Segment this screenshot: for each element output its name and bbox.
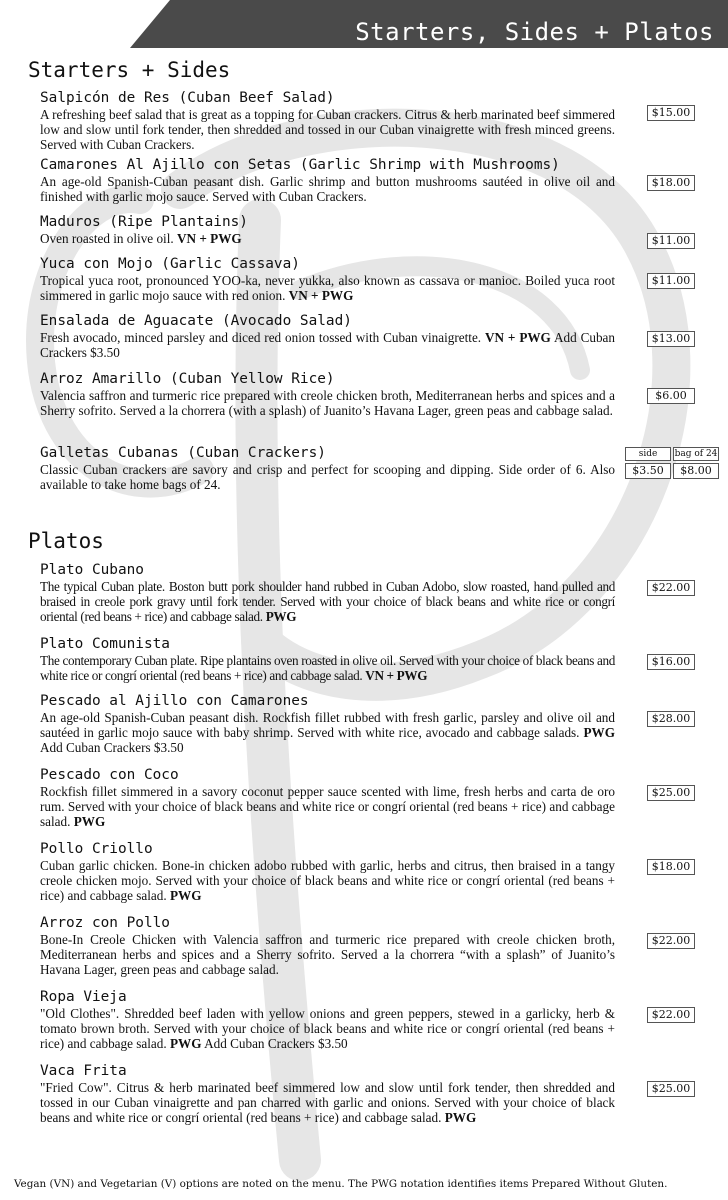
- item-price: $22.00: [647, 1007, 695, 1023]
- dietary-tag: VN + PWG: [485, 330, 551, 345]
- item-name: Camarones Al Ajillo con Setas (Garlic Shrimp with Mushrooms): [40, 157, 560, 173]
- item-description: Classic Cuban crackers are savory and crisp and perfect for scooping and dipping. Side order of 6. Also available to take home bags of 24.: [40, 462, 615, 493]
- item-name: Pollo Criollo: [40, 841, 153, 857]
- item-name: Arroz Amarillo (Cuban Yellow Rice): [40, 371, 335, 387]
- dietary-tag: PWG: [169, 888, 202, 904]
- item-price: $25.00: [647, 1081, 695, 1097]
- dietary-tag: PWG: [265, 609, 297, 625]
- item-price-bag: $8.00: [673, 463, 719, 479]
- menu-item-ensalada: [40, 313, 615, 360]
- dietary-tag: VN + PWG: [288, 288, 354, 304]
- item-name: Arroz con Pollo: [40, 915, 170, 931]
- dietary-tag: PWG: [444, 1110, 477, 1126]
- menu-item-pollo-criollo: [40, 841, 615, 904]
- item-price: $28.00: [647, 711, 695, 727]
- item-price: $22.00: [647, 580, 695, 596]
- menu-item-yuca: [40, 256, 615, 303]
- price-label-bag: bag of 24: [674, 449, 718, 459]
- header-bar: [0, 0, 728, 50]
- menu-item-plato-comunista: [40, 636, 615, 683]
- item-name: Vaca Frita: [40, 1063, 127, 1079]
- footer-note: Vegan (VN) and Vegetarian (V) options are noted on the menu. The PWG notation identifies items Prepared Without Gluten.: [14, 1178, 668, 1190]
- dietary-tag: PWG: [169, 1036, 202, 1052]
- add-on-text: Add Cuban Crackers $3.50: [204, 1036, 348, 1052]
- item-price: $11.00: [647, 273, 695, 289]
- item-name: Plato Comunista: [40, 636, 170, 652]
- section-title-starters: Starters + Sides: [28, 58, 231, 82]
- item-name: Ropa Vieja: [40, 989, 127, 1005]
- item-description: The typical Cuban plate. Boston butt pork shoulder hand rubbed in Cuban Adobo, slow roasted, hand pulled and braised in creole pork gravy until fork tender. Served with your choice of black beans and white rice or congrí oriental (red beans + rice) and cabbage salad. PWG: [40, 579, 615, 625]
- item-description: An age-old Spanish-Cuban peasant dish. Rockfish fillet rubbed with fresh garlic, parsley and olive oil and sautéed in garlic mojo sauce with baby shrimp. Served with white rice, avocado and cabbage salads. PWG Add Cuban Crackers $3.50: [40, 710, 616, 756]
- menu-item-arroz-amarillo: [40, 371, 615, 418]
- item-description: "Old Clothes". Shredded beef laden with yellow onions and green peppers, stewed in a garlicky, herb & tomato brown broth. Served with your choice of black beans and white rice or congrí oriental (red beans + rice) and cabbage salad. PWG Add Cuban Crackers $3.50: [40, 1006, 615, 1052]
- menu-item-maduros: [40, 214, 615, 246]
- dietary-tag: PWG: [73, 814, 106, 830]
- menu-item-plato-cubano: [40, 562, 615, 625]
- dietary-tag: VN + PWG: [176, 231, 242, 246]
- item-price: $18.00: [647, 859, 695, 875]
- item-description: Bone-In Creole Chicken with Valencia saffron and turmeric rice prepared with creole chicken broth, Mediterranean herbs and spices and a Sherry sofrito. Served a la chorrera “with a splash” of Juanito’s Havana Lager, green peas and cabbage salad.: [40, 932, 615, 978]
- item-description: An age-old Spanish-Cuban peasant dish. Garlic shrimp and button mushrooms sautéed in olive oil and finished with garlic mojo sauce. Served with Cuban Crackers.: [40, 174, 615, 205]
- item-description: Tropical yuca root, pronounced YOO-ka, never yukka, also known as cassava or manioc. Boiled yuca root simmered in garlic mojo sauce with red onion. VN + PWG: [40, 273, 615, 304]
- add-on-text: Add Cuban Crackers $3.50: [40, 740, 184, 756]
- price-label-side: side: [625, 447, 671, 461]
- menu-item-galletas: [40, 445, 615, 492]
- item-name: Pescado con Coco: [40, 767, 179, 783]
- item-price: $13.00: [647, 331, 695, 347]
- item-price: $16.00: [647, 654, 695, 670]
- item-name: Salpicón de Res (Cuban Beef Salad): [40, 90, 335, 106]
- menu-item-arroz-con-pollo: [40, 915, 615, 978]
- menu-item-salpicon: [40, 90, 615, 153]
- item-name: Maduros (Ripe Plantains): [40, 214, 248, 230]
- item-description: The contemporary Cuban plate. Ripe plantains oven roasted in olive oil. Served with your choice of black beans and white rice or congrí oriental (red beans + rice) and cabbage salad. VN + PWG: [40, 653, 615, 684]
- item-name: Yuca con Mojo (Garlic Cassava): [40, 256, 300, 272]
- item-price: $25.00: [647, 785, 695, 801]
- item-description: Valencia saffron and turmeric rice prepared with creole chicken broth, Mediterranean herbs and spices and a Sherry sofrito. Served a la chorrera (with a splash) of Juanito’s Havana Lager, green peas and cabbage salad.: [40, 388, 615, 419]
- item-description: Rockfish fillet simmered in a savory coconut pepper sauce scented with lime, fresh herbs and carta de oro rum. Served with your choice of black beans and white rice or congrí oriental (red beans + rice) and cabbage salad. PWG: [40, 784, 615, 830]
- item-price: $18.00: [647, 175, 695, 191]
- menu-item-vaca-frita: [40, 1063, 615, 1126]
- menu-item-camarones: [40, 157, 615, 204]
- dietary-tag: PWG: [583, 725, 616, 741]
- menu-item-ropa-vieja: [40, 989, 615, 1052]
- item-description: Fresh avocado, minced parsley and diced red onion tossed with Cuban vinaigrette. VN + PWG Add Cuban Crackers $3.50: [40, 330, 616, 361]
- menu-item-pescado-coco: [40, 767, 615, 830]
- item-price: $6.00: [647, 388, 695, 404]
- item-price: $15.00: [647, 105, 695, 121]
- add-on-text: Add Cuban Crackers $3.50: [40, 330, 616, 361]
- item-price: $22.00: [647, 933, 695, 949]
- item-description: Oven roasted in olive oil. VN + PWG: [40, 231, 242, 246]
- dietary-tag: VN + PWG: [365, 668, 428, 684]
- item-name: Pescado al Ajillo con Camarones: [40, 693, 309, 709]
- section-title-platos: Platos: [28, 529, 104, 553]
- item-name: Galletas Cubanas (Cuban Crackers): [40, 445, 326, 461]
- item-price: $11.00: [647, 233, 695, 249]
- item-description: Cuban garlic chicken. Bone-in chicken adobo rubbed with garlic, herbs and citrus, then braised in a tangy creole chicken mojo. Served with your choice of black beans and white rice or congrí oriental (red beans + rice) and cabbage salad. PWG: [40, 858, 615, 904]
- item-name: Plato Cubano: [40, 562, 144, 578]
- item-description: A refreshing beef salad that is great as a topping for Cuban crackers. Citrus & herb marinated beef simmered low and slow until fork tender, then shredded and tossed in our Cuban vinaigrette with fresh minced greens. Served with Cuban Crackers.: [40, 107, 615, 153]
- page-title: Starters, Sides + Platos: [355, 18, 714, 46]
- item-description: "Fried Cow". Citrus & herb marinated beef simmered low and slow until fork tender, then shredded and tossed in our Cuban vinaigrette and pan charred with garlic and onions. Served with your choice of black beans and white rice or congrí oriental (red beans + rice) and cabbage salad. PWG: [40, 1080, 615, 1126]
- item-name: Ensalada de Aguacate (Avocado Salad): [40, 313, 352, 329]
- menu-item-pescado-ajillo: [40, 693, 615, 756]
- item-price-side: $3.50: [625, 463, 671, 479]
